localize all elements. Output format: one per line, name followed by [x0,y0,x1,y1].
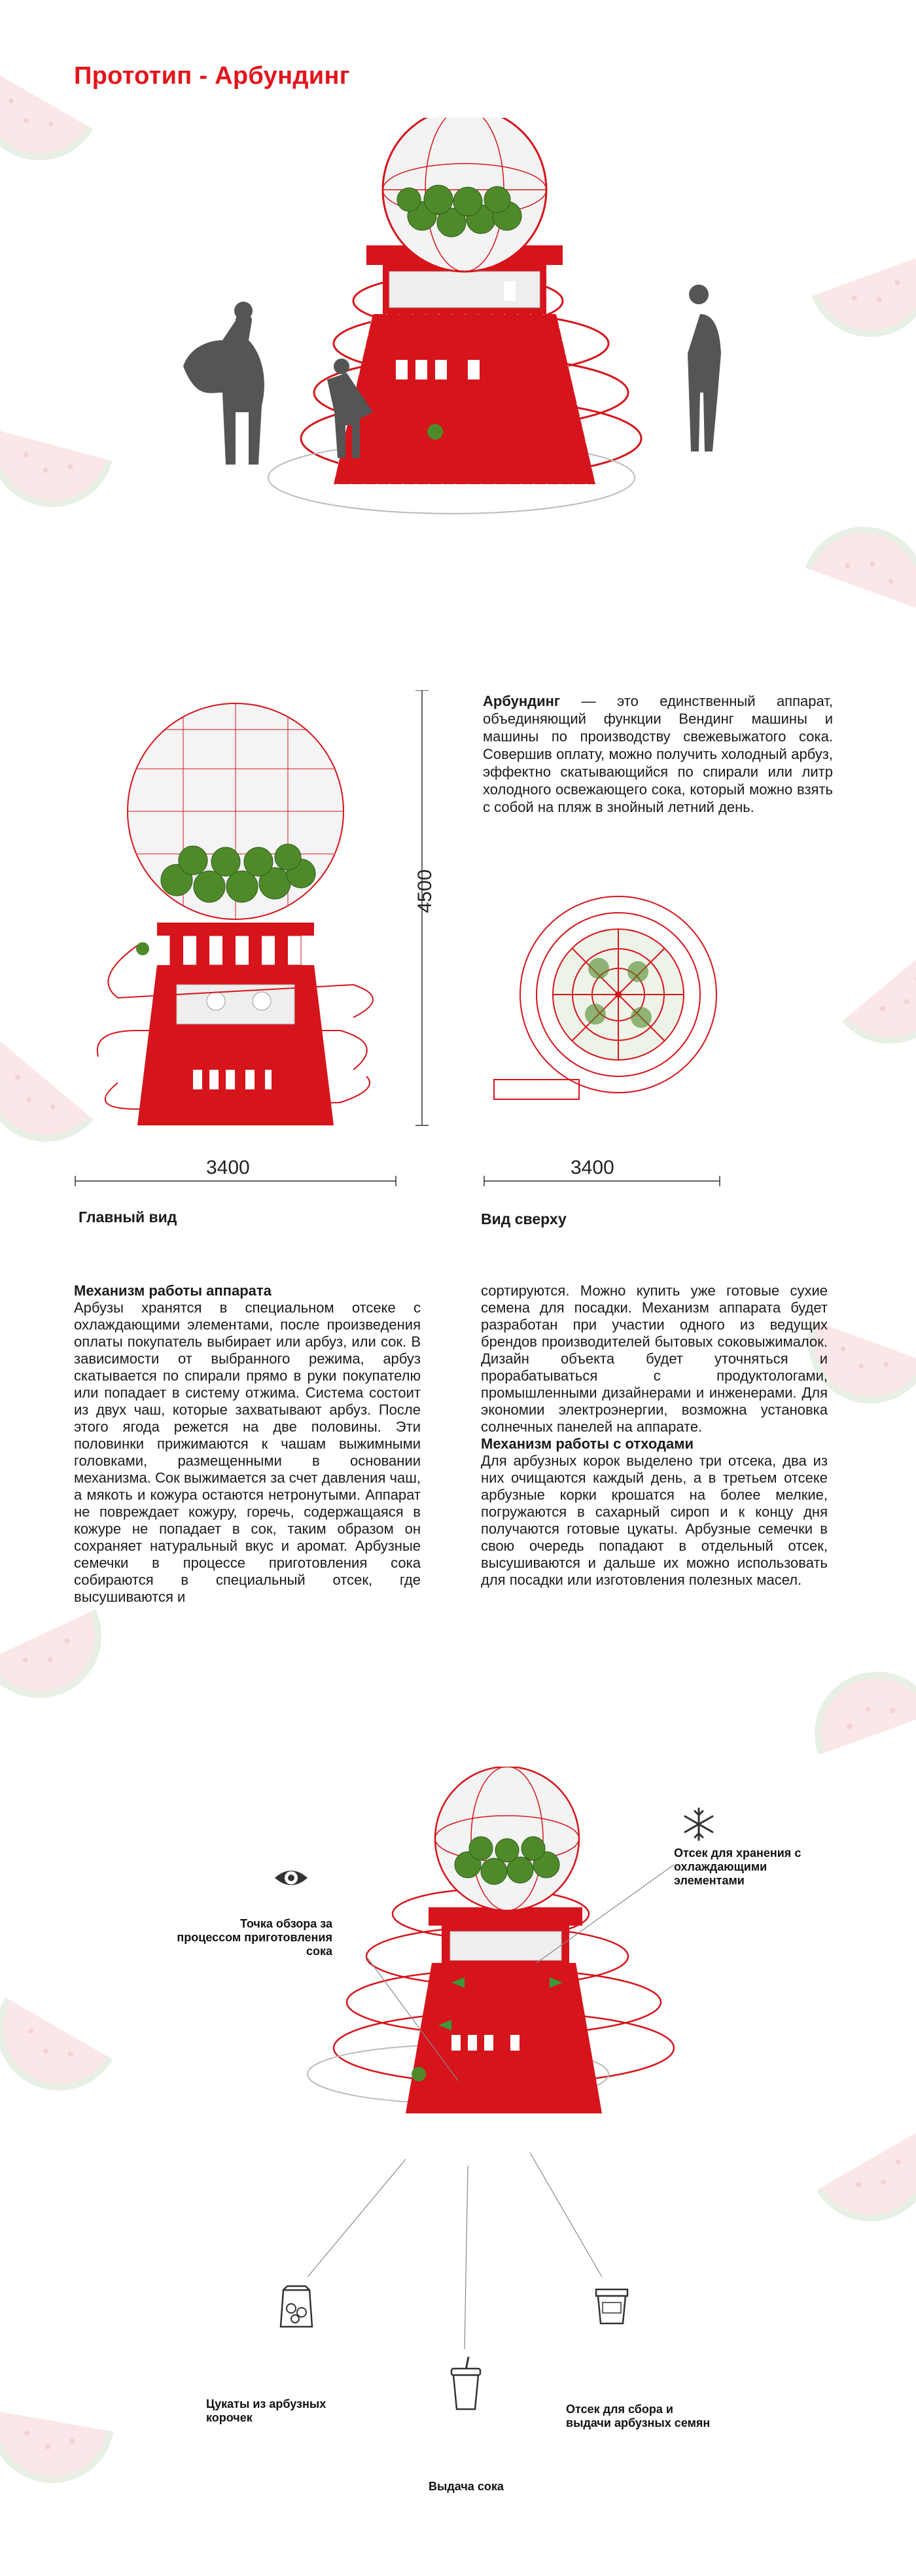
callout-candied: Цукаты из арбузных корочек [206,2397,326,2424]
waste-heading: Механизм работы с отходами [481,1436,694,1452]
front-view-caption: Главный вид [79,1209,177,1226]
intro-term: Арбундинг [483,693,561,709]
mechanism-heading: Механизм работы аппарата [74,1282,272,1299]
front-body [137,923,334,1125]
decor-slice [0,1611,118,1714]
cup-icon [446,2355,485,2411]
top-view-caption: Вид сверху [481,1210,567,1227]
front-width-label: 3400 [206,1157,250,1178]
mechanism-right-column [481,1282,828,1589]
watermelon [136,942,149,955]
callout-seeds: Отсек для сбора и выдачи арбузных семян [566,2403,711,2429]
hero-render [164,118,752,589]
intro-text: — это единственный аппарат, объединяющий функции Вендинг машины и машины по производству свежевыжатого сока. Совершив оплату, можно получить холодный арбуз, эффектно скатывающийся по спирали или литр холодного освежающего сока, который можно взять с собой на пляж в знойный летний день. [483,693,833,815]
waste-text: Для арбузных корок выделено три отсека, два из них очищаются каждый день, а в третьем отсеке арбузные корки крошатся на более мелкие, погружаются в сахарный сироп и к концу дня получаются готовые цукаты. Арбузные семечки в свою очередь попадают в отдельный отсек, высушиваются и дальше их можно использовать для посадки или изготовления полезных масел. [481,1453,828,1588]
callout-viewpoint: Точка обзора за процессом приготовления сока [177,1917,332,1958]
decor-slice [0,430,109,518]
eye-icon [272,1858,311,1897]
snowflake-icon [680,1806,717,1843]
page-title: Прототип - Арбундинг [74,62,350,90]
glass-dome [383,118,546,272]
front-view-drawing [79,690,445,1155]
top-view-drawing [481,890,730,1119]
height-dimension-label: 4500 [414,869,436,913]
decor-slice [845,944,916,1065]
decor-slice [815,255,916,350]
mechanism-text-right: сортируются. Можно купить уже готовые сухие семена для посадки. Механизм аппарата будет разработан при участии одного из ведущих брендов производителей бытовых соковыжималок. Дизайн объекта будет уточняться и прорабатываться с продуктологами, промышленными дизайнерами и инженерами. Для экономии электроэнергии, возможна установка солнечных панелей на аппарате. [481,1282,828,1435]
bag-icon [278,2284,315,2329]
decor-slice [802,1659,916,1754]
top-width-label: 3400 [571,1157,614,1178]
callout-storage: Отсек для хранения с охлаждающими элементами [674,1846,802,1887]
mechanism-left-column [74,1282,421,1606]
intro-paragraph [483,692,833,816]
decor-slice [0,1042,91,1163]
front-dome [128,703,344,919]
machine-body [334,245,595,484]
mechanism-text-left: Арбузы хранятся в специальном отсеке с охлаждающими элементами, после произведения оплаты покупатель выбирает или арбуз, или сок. В зависимости от выбранного режима, арбуз скатывается по спирали прямо в руки покупателю или попадает в систему отжима. Система состоит из двух чаш, которые захватывают арбуз. После этого ягода режется на две половины. Эти половинки прижимаются к чашам выжимными головками, размещенными в основании механизма. Сок выжимается за счет давления чаш, а мякоть и кожура остаются нетронутыми. Аппарат не повреждает кожуру, горечь, содержащаяся в кожуре не попадает в сок, таким образом он сохраняет натуральный вкус и аромат. Арбузные семечки в процессе приготовления сока собираются в специальный отсек, где высушиваются и [74,1299,421,1605]
callout-juice: Выдача сока [429,2480,504,2493]
box-icon [592,2287,631,2326]
decor-slice [808,514,916,609]
watermelon [427,424,443,440]
